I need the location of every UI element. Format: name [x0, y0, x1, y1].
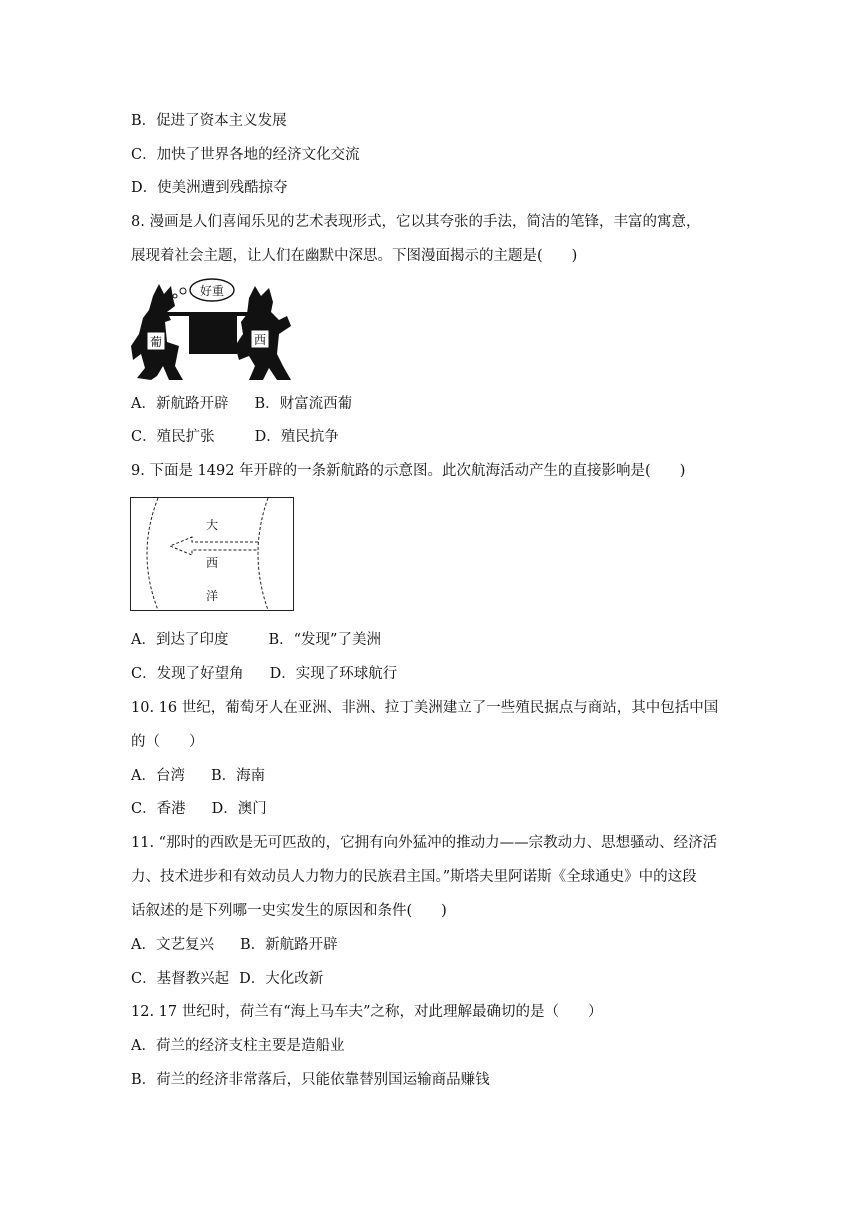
cartoon-bubble-text: 好重 — [199, 284, 225, 298]
cartoon-right-label: 西 — [253, 333, 267, 347]
q11-stem-line2: 力、技术进步和有效动员人力物力的民族君主国。”斯塔夫里阿诺斯《全球通史》中的这段 — [131, 869, 697, 885]
q10-stem-line1: 10. 16 世纪，葡萄牙人在亚洲、非洲、拉丁美洲建立了一些殖民据点与商站，其中包括中国 — [131, 700, 719, 716]
q11-stem-line3: 话叙述的是下列哪一史实发生的原因和条件( ) — [131, 903, 447, 919]
q9-stem: 9. 下面是 1492 年开辟的一条新航路的示意图。此次航海活动产生的直接影响是( ) — [131, 463, 686, 479]
q9-options-row1 — [131, 630, 381, 650]
q8-stem-line1: 8. 漫画是人们喜闻乐见的艺术表现形式，它以其夸张的手法，简洁的笔锋，丰富的寓意， — [131, 214, 701, 230]
q10-option-a: A．台湾 — [131, 768, 185, 784]
q8-option-b: B．财富流西葡 — [254, 396, 353, 412]
q8-options-row2 — [131, 427, 339, 447]
q7-option-b: B．促进了资本主义发展 — [131, 113, 287, 129]
q10-options-row2 — [131, 799, 267, 819]
q10-option-d: D．澳门 — [211, 801, 267, 817]
q10-option-c: C．香港 — [131, 801, 186, 817]
q9-option-d: D．实现了环球航行 — [269, 666, 398, 682]
q11-stem-line1: 11. “那时的西欧是无可匹敌的，它拥有向外猛冲的推动力——宗教动力、思想骚动、经济活 — [131, 835, 718, 851]
q11-option-c: C．基督教兴起 — [131, 971, 230, 987]
q7-option-d: D．使美洲遭到残酷掠夺 — [131, 180, 288, 196]
cartoon-left-label: 葡 — [149, 335, 163, 349]
q11-option-d: D．大化改新 — [239, 971, 324, 987]
q12-stem: 12. 17 世纪时，荷兰有“海上马车夫”之称，对此理解最确切的是（ ） — [131, 1004, 603, 1020]
q11-options-row1 — [131, 935, 338, 955]
q8-stem-line2: 展现着社会主题，让人们在幽默中深思。下图漫面揭示的主题是( ) — [131, 248, 578, 264]
q9-route-map — [130, 497, 294, 611]
q9-option-a: A．到达了印度 — [131, 632, 229, 648]
q8-option-c: C．殖民扩张 — [131, 429, 215, 445]
q10-options-row1 — [131, 766, 265, 786]
q11-option-a: A．文艺复兴 — [131, 937, 214, 953]
q9-options-row2 — [131, 664, 397, 684]
q8-option-d: D．殖民抗争 — [254, 429, 339, 445]
map-char-2: 西 — [205, 556, 219, 570]
q9-option-c: C．发现了好望角 — [131, 666, 244, 682]
q12-option-a: A．荷兰的经济支柱主要是造船业 — [131, 1038, 345, 1054]
q8-cartoon — [131, 276, 293, 384]
q11-option-b: B．新航路开辟 — [239, 937, 338, 953]
q12-option-b: B．荷兰的经济非常落后，只能依靠替别国运输商品赚钱 — [131, 1072, 490, 1088]
q8-options-row1 — [131, 394, 352, 414]
q11-options-row2 — [131, 969, 323, 989]
map-char-3: 洋 — [205, 589, 219, 603]
q10-stem-line2: 的（ ） — [131, 734, 204, 750]
q8-option-a: A．新航路开辟 — [131, 396, 229, 412]
q10-option-b: B．海南 — [210, 768, 266, 784]
q7-option-c: C．加快了世界各地的经济文化交流 — [131, 147, 360, 163]
map-char-1: 大 — [205, 518, 219, 532]
q9-option-b: B．“发现”了美洲 — [268, 632, 381, 648]
